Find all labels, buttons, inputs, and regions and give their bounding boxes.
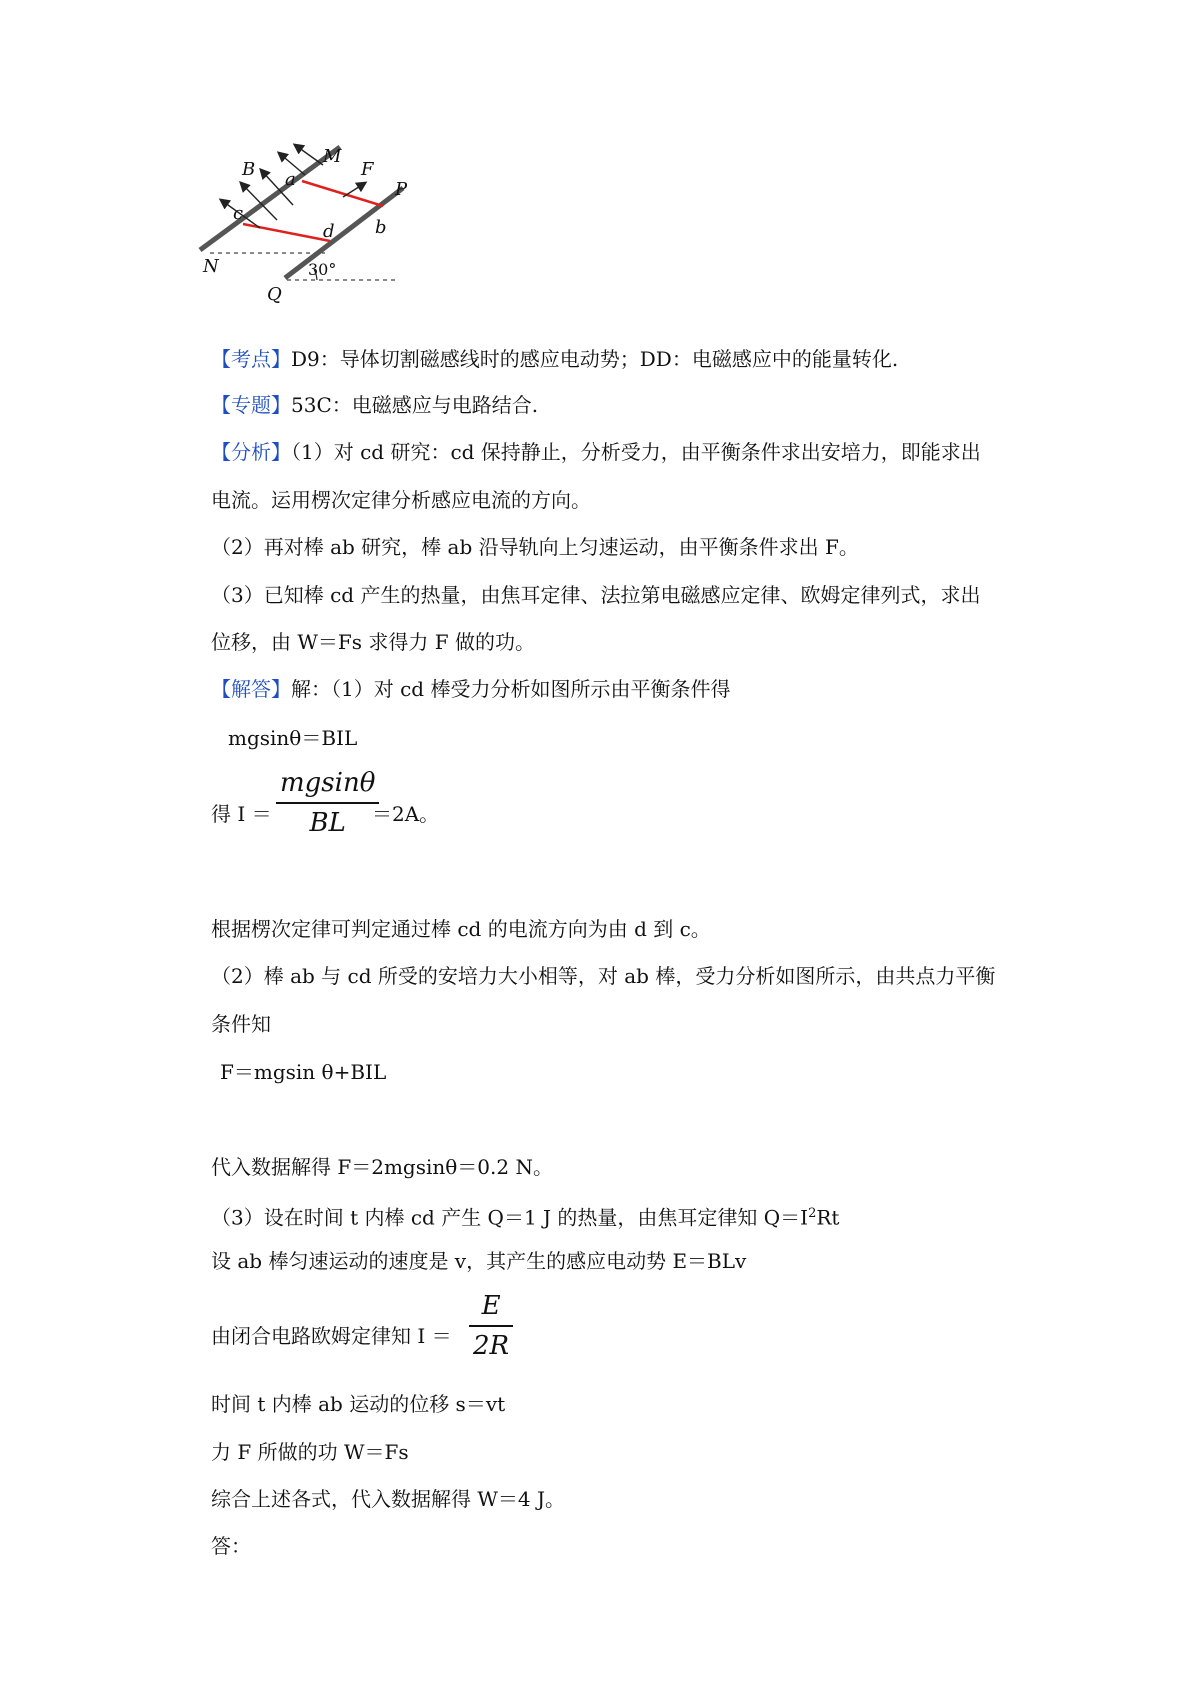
fenxi-line-4: （3）已知棒 cd 产生的热量，由焦耳定律、法拉第电磁感应定律、欧姆定律列式，求出 bbox=[211, 583, 981, 607]
label-c: c bbox=[233, 203, 244, 224]
jieda-line-2: 根据楞次定律可判定通过棒 cd 的电流方向为由 d 到 c。 bbox=[211, 917, 711, 941]
label-n: N bbox=[203, 256, 219, 277]
jieda-line-3: （2）棒 ab 与 cd 所受的安培力大小相等，对 ab 棒，受力分析如图所示，由共点力平衡 bbox=[211, 964, 996, 988]
b-arrow-5 bbox=[295, 145, 323, 165]
label-d: d bbox=[323, 221, 335, 242]
equation-force: F＝mgsin θ+BIL bbox=[220, 1060, 387, 1084]
kaodian-tag: 【考点】 bbox=[211, 347, 291, 371]
equation-ohm-prefix: 由闭合电路欧姆定律知 I ＝ bbox=[211, 1324, 452, 1348]
label-angle: 30° bbox=[308, 260, 337, 279]
label-a: a bbox=[285, 169, 296, 190]
fraction-ohm-denominator: 2R bbox=[473, 1330, 510, 1361]
label-b-field: B bbox=[242, 159, 256, 180]
kaodian-text: D9：导体切割磁感线时的感应电动势；DD：电磁感应中的能量转化. bbox=[291, 347, 899, 371]
fenxi-line-5: 位移，由 W＝Fs 求得力 F 做的功。 bbox=[211, 630, 536, 654]
fenxi-tag: 【分析】 bbox=[211, 440, 291, 464]
jieda-line-11: 综合上述各式，代入数据解得 W＝4 J。 bbox=[211, 1487, 566, 1511]
zhuanti-tag: 【专题】 bbox=[211, 393, 291, 417]
fenxi-line-1 bbox=[211, 438, 981, 466]
jieda-text-6-post: Rt bbox=[816, 1205, 840, 1230]
rail-figure bbox=[205, 145, 445, 335]
fraction-ohm bbox=[469, 1290, 513, 1362]
f-arrow bbox=[343, 183, 365, 197]
equation-current-prefix: 得 I ＝ bbox=[211, 802, 272, 826]
fraction-ohm-bar bbox=[469, 1325, 513, 1327]
jieda-line-12: 答： bbox=[211, 1534, 251, 1558]
jieda-text-6: （3）设在时间 t 内棒 cd 产生 Q＝1 J 的热量，由焦耳定律知 Q＝I bbox=[211, 1205, 809, 1230]
label-p: P bbox=[395, 179, 408, 200]
fraction-current bbox=[276, 767, 379, 839]
label-q: Q bbox=[267, 284, 282, 305]
jieda-line-9: 时间 t 内棒 ab 运动的位移 s＝vt bbox=[211, 1392, 506, 1416]
zhuanti-line bbox=[211, 391, 538, 419]
fenxi-line-2: 电流。运用楞次定律分析感应电流的方向。 bbox=[211, 488, 591, 512]
label-f: F bbox=[361, 159, 374, 180]
fraction-bar bbox=[276, 802, 379, 804]
fraction-ohm-numerator: E bbox=[481, 1291, 501, 1321]
jieda-line-10: 力 F 所做的功 W＝Fs bbox=[211, 1440, 409, 1464]
label-m: M bbox=[323, 146, 342, 167]
jieda-line-7: 设 ab 棒匀速运动的速度是 v，其产生的感应电动势 E＝BLv bbox=[211, 1249, 747, 1273]
zhuanti-text: 53C：电磁感应与电路结合. bbox=[291, 393, 539, 417]
fenxi-line-3: （2）再对棒 ab 研究，棒 ab 沿导轨向上匀速运动，由平衡条件求出 F。 bbox=[211, 535, 859, 559]
kaodian-line bbox=[211, 345, 898, 373]
rod-cd bbox=[243, 224, 330, 241]
fraction-current-denominator: BL bbox=[309, 807, 346, 838]
fenxi-text-1: （1）对 cd 研究：cd 保持静止，分析受力，由平衡条件求出安培力，即能求出 bbox=[291, 440, 981, 464]
label-b: b bbox=[375, 217, 387, 238]
jieda-line-4: 条件知 bbox=[211, 1012, 271, 1036]
jieda-tag: 【解答】 bbox=[211, 677, 291, 701]
jieda-line-1 bbox=[211, 675, 730, 703]
equation-balance: mgsinθ＝BIL bbox=[228, 726, 358, 750]
rod-ab bbox=[302, 181, 383, 206]
jieda-line-6 bbox=[211, 1200, 839, 1232]
equation-current-suffix: ＝2A。 bbox=[372, 802, 440, 826]
jieda-line-5: 代入数据解得 F＝2mgsinθ＝0.2 N。 bbox=[211, 1155, 553, 1179]
superscript-2: 2 bbox=[808, 1206, 817, 1221]
fraction-current-numerator: mgsinθ bbox=[280, 768, 376, 798]
jieda-text-1: 解：（1）对 cd 棒受力分析如图所示由平衡条件得 bbox=[291, 677, 731, 701]
